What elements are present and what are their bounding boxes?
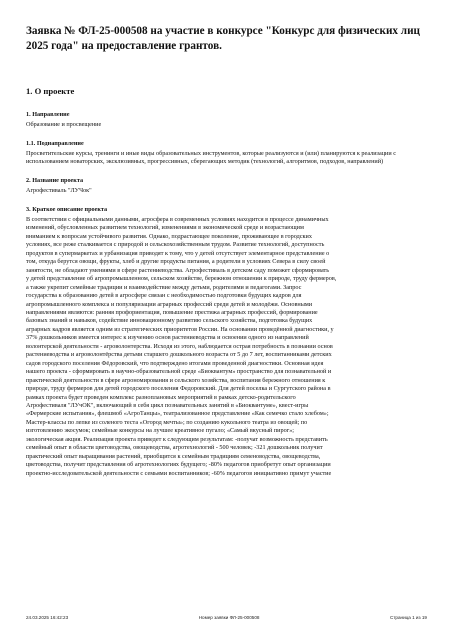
description-line: Мастер-классы по лепке из соленого теста «Огород мечты»; по созданию кукольного театра из овощей; по xyxy=(26,418,308,426)
document-title: Заявка № ФЛ-25-000508 на участие в конкурсе "Конкурс для физических лиц 2025 года" на предоставление грантов. xyxy=(26,25,420,52)
field-project-name xyxy=(26,177,427,195)
description-line: В соответствии с официальными данными, агросфера в современных условиях находится в процессе динамичных xyxy=(26,216,329,223)
field-value: Образование и просвещение xyxy=(26,121,102,128)
description-line: практической деятельности в сфере агрономирования и сельского хозяйства, воспитания бережного отношения к xyxy=(26,376,326,384)
description-line: 37% дошкольников имеется интерес к изучению основ растениеводства и освоении одного из направлений xyxy=(26,334,309,342)
description-line: продуктов в супермаркетах и урбанизация приводят к тому, что у детей отсутствует элементарное представление о xyxy=(26,249,330,257)
description-line: садов городского поселения Фёдоровский, что подтверждено итогами проведенной диагностики. Основная идея xyxy=(26,359,324,367)
field-direction xyxy=(26,111,427,129)
description-line: направлениями являются: ранняя профориентация, повышение престижа аграрных профессий, формирование xyxy=(26,308,318,316)
description-line: занятости, не обладают умениями в сфере растениеводства. Агрофестиваль в детском саду поможет сформировать xyxy=(26,266,330,274)
footer-date: 24.03.2025 16:42:23 xyxy=(26,615,69,620)
field-description xyxy=(26,206,427,478)
description-body xyxy=(26,216,427,478)
description-line: растениеводства и агроволонтёрства детьми старшего дошкольного возраста от 5 до 7 лет, воспитанниками детских xyxy=(26,351,332,359)
description-line: нашего проекта - сформировать в научно-образовательной среде «Биоквантум» пространство для познавательной и xyxy=(26,368,332,376)
description-line: вниманием к вопросам устойчивого развития. Однако, подрастающее поколение, проживающее в городских xyxy=(26,232,312,240)
description-line: практический опыт выращивания растений, приобщится к семейным традициям семеноводства, овощеводства, xyxy=(26,452,321,460)
description-line: экологическая акция. Реализация проекта приведет к следующим результатам: -получат возможность представить xyxy=(26,435,328,443)
description-line: агропромышленного комплекса и популяризации аграрных профессий среди детей и молодёжи. Основными xyxy=(26,300,313,308)
field-heading: 1.1. Поднаправление xyxy=(26,140,84,147)
description-line: изготовлению экосумок; семейные конкурсы на лучшее креативное пугало; «Самый вкусный пирог»; xyxy=(26,427,295,435)
field-heading: 2. Название проекта xyxy=(26,177,84,184)
description-line: том, откуда берутся овощи, фрукты, хлеб и другие продукты питания, а родители в условиях Севера в силу своей xyxy=(26,258,326,266)
description-line: семейный опыт в области цветоводства, овощеводства, агротехнологий - 500 человек; -321 дошкольник получит xyxy=(26,444,323,452)
description-line: условиях, все реже сталкивается с природой и сельскохозяйственным трудом. Развитие технологий, доступность xyxy=(26,241,325,249)
description-line: а также укрепит семейные традиции и взаимодействие между детьми, родителями и педагогами. Запрос xyxy=(26,283,302,291)
description-line: цветоводства, получит представления об агротехнологиях будущего; -80% педагогов приобретут опыт организации xyxy=(26,461,331,469)
description-line: аграрных кадров является одним из стратегических приоритетов России. На основании проведённой диагностики, у xyxy=(26,325,334,333)
description-line: государства к образованию детей в агросфере связан с необходимостью подготовки будущих кадров для xyxy=(26,292,302,300)
field-value: Просветительские курсы, тренинги и иные виды образовательных инструментов, которые реализуются и (или) планируются к реализации с использованием новаторских, эксклюзивных, прогрессивных, сберегающих методик (технологий, алгоритмов, подходов, направлений) xyxy=(26,150,396,165)
field-subdirection xyxy=(26,140,427,166)
description-line: волонтерской деятельности - агроволонтерства. Исходя из этого, наблюдается острая потребность в познании основ xyxy=(26,342,333,350)
description-line: «Фермерские испытания», флешмоб «АгроТанцы», театрализованное представление «Как семечко стало хлебом»; xyxy=(26,410,329,418)
description-line: Агрофестиваля "ЛУчОК", включающий в себя цикл познавательных занятий в «Биоквантуме», квест-игры xyxy=(26,401,309,409)
page-footer xyxy=(26,615,427,621)
description-line: природе, труду фермеров для детей городского поселения Федоровский. Для детей поселка и Сургутского района в xyxy=(26,385,331,393)
footer-application-number: Номер заявки ФЛ-25-000508 xyxy=(198,615,260,620)
description-line: изменений, обусловленных развитием технологий, изменениями в экономической среде и возрастающим xyxy=(26,224,304,232)
description-line: рамках проекта будет проведен комплекс разноплановых мероприятий в рамках детско-родительского xyxy=(26,393,296,401)
description-line: базовых знаний и навыков, содействие инновационному развитию сельского хозяйства, подготовка будущих xyxy=(26,317,313,325)
section-title: 1. О проекте xyxy=(26,86,75,96)
field-heading: 3. Краткое описание проекта xyxy=(26,206,108,213)
field-value: Агрофестиваль "ЛУЧок" xyxy=(26,187,92,194)
field-heading: 1. Направление xyxy=(26,111,70,118)
description-line: проектно-исследовательской деятельности с семьями воспитанников; -60% педагогов инициативно примут участие xyxy=(26,469,332,477)
footer-page-number: Страница 1 из 19 xyxy=(390,615,427,620)
description-line: у детей представление об агропромышленном, сельском хозяйстве, бережном отношении к природе, труду фермеров, xyxy=(26,275,337,283)
